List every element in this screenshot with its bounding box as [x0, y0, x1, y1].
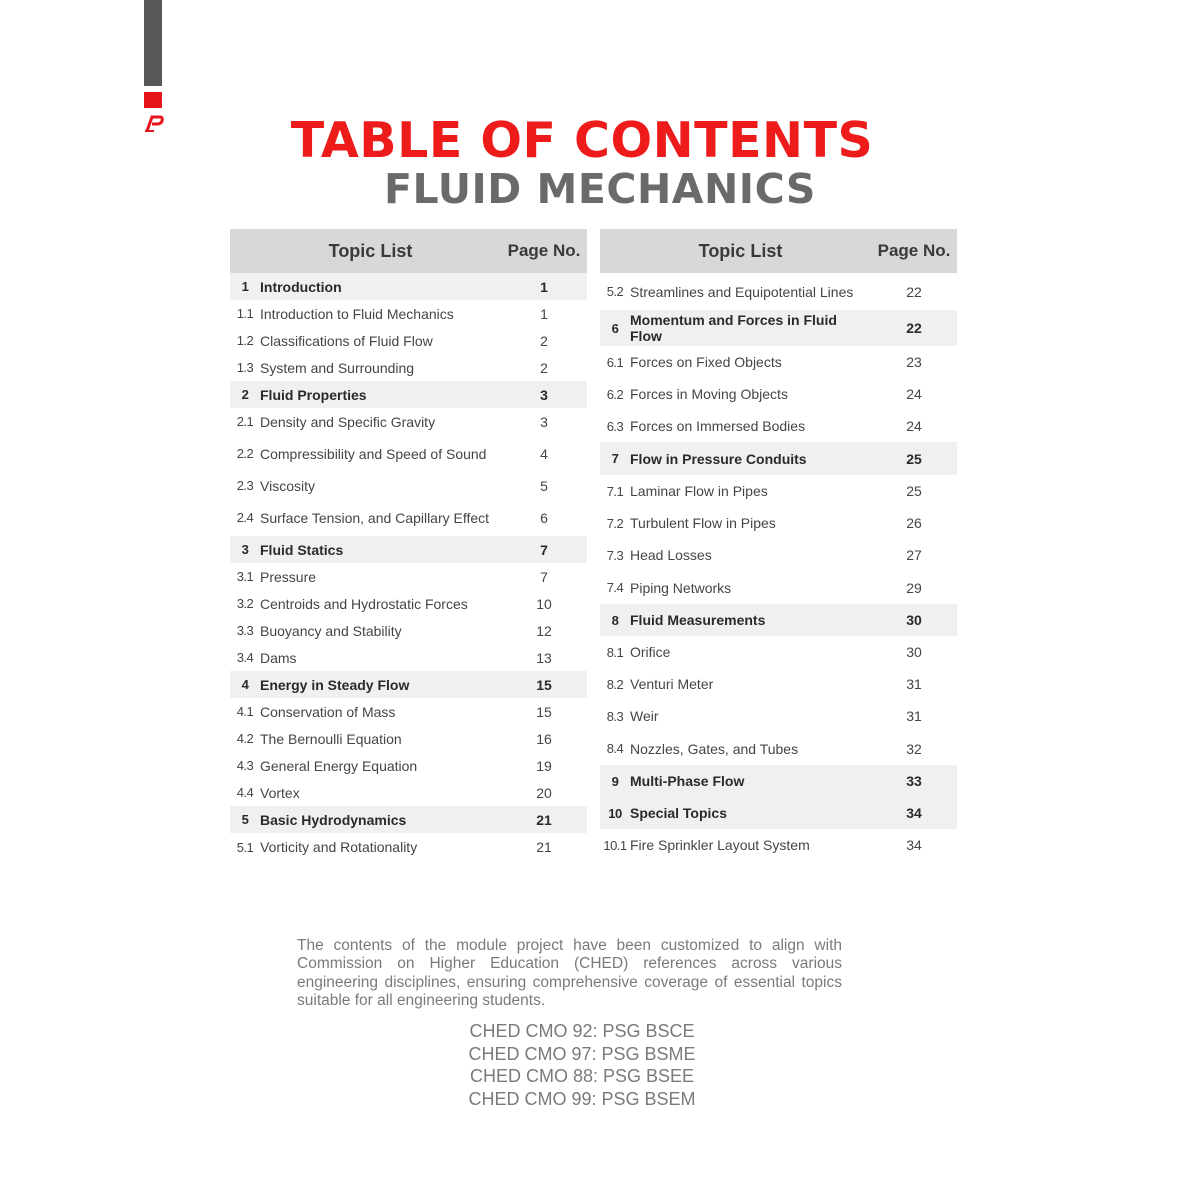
page-number: 12: [536, 622, 552, 639]
page-number: 31: [906, 676, 922, 692]
page-number: 34: [906, 837, 922, 853]
topic-number: 7.3: [606, 547, 624, 563]
topic-number: 2.2: [236, 446, 254, 461]
topic-row[interactable]: [600, 732, 957, 765]
topic-row[interactable]: [600, 273, 957, 310]
topic-title: Buoyancy and Stability: [260, 622, 402, 639]
toc-header: [230, 229, 587, 273]
page-number: 21: [536, 839, 552, 855]
page-number: 4: [540, 445, 548, 462]
page-number: 13: [536, 649, 552, 666]
page-number: 21: [536, 811, 552, 828]
page-number: 10: [536, 595, 552, 612]
topic-number: 8: [611, 612, 619, 628]
topic-title: Forces on Immersed Bodies: [630, 418, 806, 434]
topic-title: Laminar Flow in Pipes: [630, 483, 768, 499]
topic-row[interactable]: [230, 725, 587, 752]
topic-row[interactable]: [230, 472, 587, 499]
topic-title: Forces in Moving Objects: [630, 386, 788, 402]
topic-row[interactable]: [600, 507, 957, 539]
topic-number: 7: [611, 451, 619, 466]
topic-row[interactable]: [600, 636, 957, 668]
page-number: 26: [906, 515, 922, 531]
topic-number: 2.3: [236, 478, 254, 493]
reference-line: CHED CMO 92: PSG BSCE: [469, 1021, 695, 1041]
page-number: 3: [540, 413, 548, 430]
chapter-row[interactable]: [230, 671, 587, 698]
topic-title: Viscosity: [260, 477, 315, 494]
page-number: 15: [536, 676, 552, 693]
topic-number: 4: [241, 677, 249, 692]
reference-line: CHED CMO 88: PSG BSEE: [469, 1066, 695, 1087]
topic-number: 3.1: [236, 569, 254, 584]
topic-number: 1.2: [236, 333, 254, 348]
topic-number: 2: [241, 387, 249, 402]
topic-title: Multi-Phase Flow: [630, 773, 745, 789]
topic-number: 3.3: [236, 623, 254, 638]
page-number: 22: [906, 283, 922, 300]
topic-row[interactable]: [230, 408, 587, 435]
page-number: 5: [540, 477, 548, 494]
topic-row[interactable]: [600, 700, 957, 732]
topic-number: 7.1: [606, 483, 624, 499]
chapter-row[interactable]: [600, 797, 957, 829]
topic-row[interactable]: [600, 539, 957, 571]
topic-number: 3: [241, 542, 249, 557]
topic-row[interactable]: [230, 300, 587, 327]
page-number: 27: [906, 547, 922, 563]
topic-title: Introduction to Fluid Mechanics: [260, 305, 454, 322]
page-number: 1: [540, 305, 548, 322]
reference-line: CHED CMO 99: PSG BSEM: [468, 1089, 696, 1110]
topic-title: Basic Hydrodynamics: [260, 811, 407, 828]
topic-row[interactable]: [230, 698, 587, 725]
page-number: 19: [536, 757, 552, 774]
brand-gray-bar: [144, 0, 162, 86]
topic-list-header: Topic List: [328, 240, 413, 261]
toc-table-left: [230, 229, 587, 861]
page-number: 34: [906, 805, 922, 821]
brand-red-square: [144, 92, 162, 108]
ched-references: [0, 1020, 1164, 1111]
topic-title: Vortex: [260, 784, 300, 801]
topic-row[interactable]: [600, 378, 957, 410]
topic-title: Flow in Pressure Conduits: [630, 450, 807, 467]
topic-row[interactable]: [230, 779, 587, 806]
topic-title: System and Surrounding: [260, 359, 415, 376]
topic-row[interactable]: [600, 829, 957, 861]
page-number: 30: [906, 644, 922, 660]
topic-number: 3.4: [236, 650, 254, 665]
topic-row[interactable]: [230, 833, 587, 861]
topic-number: 7.2: [606, 515, 624, 531]
topic-row[interactable]: [230, 563, 587, 590]
topic-title: Fire Sprinkler Layout System: [630, 837, 810, 853]
page-number: 29: [906, 579, 922, 596]
reference-line: CHED CMO 97: PSG BSME: [468, 1043, 696, 1064]
page-subtitle: FLUID MECHANICS: [384, 165, 816, 213]
chapter-row[interactable]: [600, 765, 957, 797]
topic-row[interactable]: [230, 617, 587, 644]
topic-title: Compressibility and Speed of Sound: [260, 445, 487, 462]
topic-row[interactable]: [230, 354, 587, 381]
page-number: 32: [906, 740, 922, 757]
page-number: 2: [540, 359, 548, 376]
page-number: 6: [540, 509, 548, 526]
page-no-header: Page No.: [877, 241, 951, 260]
topic-title: Fluid Statics: [260, 541, 344, 558]
page-number: 30: [906, 612, 922, 628]
topic-row[interactable]: [230, 644, 587, 671]
topic-title: Classifications of Fluid Flow: [260, 332, 433, 349]
topic-row[interactable]: [600, 668, 957, 700]
topic-number: 3.2: [236, 596, 254, 611]
topic-title: Nozzles, Gates, and Tubes: [630, 740, 799, 757]
topic-title: Forces on Fixed Objects: [630, 354, 782, 370]
topic-title: Turbulent Flow in Pipes: [630, 515, 776, 531]
topic-number: 8.4: [606, 741, 624, 756]
topic-number: 9: [611, 773, 619, 789]
page-number: 24: [906, 418, 922, 434]
page-title: TABLE OF CONTENTS: [290, 112, 874, 169]
topic-number: 2.4: [236, 510, 254, 525]
page-number: 7: [540, 541, 548, 558]
topic-row[interactable]: [600, 410, 957, 442]
topic-number: 10: [608, 805, 622, 821]
toc-header: [600, 229, 957, 273]
topic-number: 6.1: [606, 354, 624, 370]
page-number: 1: [540, 278, 548, 295]
topic-title: Introduction: [260, 278, 342, 295]
topic-number: 4.3: [236, 758, 254, 773]
topic-title: Energy in Steady Flow: [260, 676, 410, 693]
topic-row[interactable]: [230, 590, 587, 617]
page-number: 25: [906, 450, 922, 467]
topic-number: 4.4: [236, 785, 254, 800]
page-number: 33: [906, 773, 922, 789]
topic-number: 6.3: [606, 418, 624, 434]
topic-number: 4.1: [236, 704, 254, 719]
topic-row[interactable]: [230, 752, 587, 779]
curriculum-note: The contents of the module project have been customized to align with Commission on Higher Education (CHED) references across various engineering disciplines, ensuring comprehensive coverage of essential topics suitable for all engineering students.: [297, 937, 842, 1010]
page-number: 23: [906, 354, 922, 370]
topic-title: Head Losses: [630, 547, 712, 563]
page-number: 22: [906, 320, 922, 336]
topic-number: 5.1: [236, 839, 254, 855]
topic-title: Orifice: [630, 644, 671, 660]
topic-title: Fluid Properties: [260, 386, 367, 403]
topic-title: General Energy Equation: [260, 757, 418, 774]
topic-title: The Bernoulli Equation: [260, 730, 402, 747]
topic-number: 1: [241, 279, 249, 294]
topic-number: 2.1: [236, 414, 254, 429]
topic-title: Piping Networks: [630, 579, 732, 596]
topic-number: 1.1: [236, 306, 254, 321]
topic-number: 4.2: [236, 731, 254, 746]
chapter-row[interactable]: [230, 536, 587, 563]
topic-row[interactable]: [230, 327, 587, 354]
topic-title: Pressure: [260, 568, 317, 585]
page-number: 15: [536, 703, 552, 720]
chapter-row[interactable]: [600, 310, 957, 346]
page-no-header: Page No.: [507, 241, 581, 260]
topic-title: Vorticity and Rotationality: [260, 839, 418, 855]
toc-body-left: [230, 273, 587, 861]
topic-row[interactable]: [600, 346, 957, 378]
topic-number: 5: [241, 812, 249, 827]
page-number: 24: [906, 386, 922, 402]
page-number: 3: [540, 386, 548, 403]
chapter-row[interactable]: [230, 806, 587, 833]
topic-row[interactable]: [600, 571, 957, 604]
topic-number: 8.3: [606, 708, 624, 724]
toc-body-right: [600, 273, 957, 861]
topic-title: Centroids and Hydrostatic Forces: [260, 595, 468, 612]
page-number: 7: [540, 568, 548, 585]
topic-number: 1.3: [236, 360, 254, 375]
topic-title: Density and Specific Gravity: [260, 413, 436, 430]
topic-row[interactable]: [230, 435, 587, 472]
topic-title: Fluid Measurements: [630, 612, 766, 628]
page-number: 20: [536, 784, 552, 801]
topic-number: 10.1: [603, 837, 627, 853]
topic-number: 6.2: [606, 386, 624, 402]
page-number: 16: [536, 730, 552, 747]
page-number: 25: [906, 483, 922, 499]
topic-number: 8.2: [606, 676, 624, 692]
topic-number: 6: [611, 320, 619, 336]
topic-number: 8.1: [606, 644, 624, 660]
topic-title: Momentum and Forces in Fluid Flow: [630, 312, 837, 344]
chapter-row[interactable]: [230, 381, 587, 408]
topic-number: 5.2: [606, 284, 624, 299]
chapter-row[interactable]: [600, 442, 957, 475]
page-number: 2: [540, 332, 548, 349]
chapter-row[interactable]: [600, 604, 957, 636]
topic-title: Conservation of Mass: [260, 703, 396, 720]
topic-title: Dams: [260, 649, 297, 666]
topic-title: Special Topics: [630, 805, 727, 821]
topic-title: Streamlines and Equipotential Lines: [630, 283, 854, 300]
topic-list-header: Topic List: [698, 240, 783, 261]
topic-title: Weir: [630, 708, 659, 724]
topic-title: Venturi Meter: [630, 676, 714, 692]
topic-number: 7.4: [606, 580, 624, 595]
page-number: 31: [906, 708, 922, 724]
topic-row[interactable]: [230, 499, 587, 536]
topic-row[interactable]: [600, 475, 957, 507]
chapter-row[interactable]: [230, 273, 587, 300]
toc-table-right: [600, 229, 957, 861]
topic-title: Surface Tension, and Capillary Effect: [260, 509, 490, 526]
